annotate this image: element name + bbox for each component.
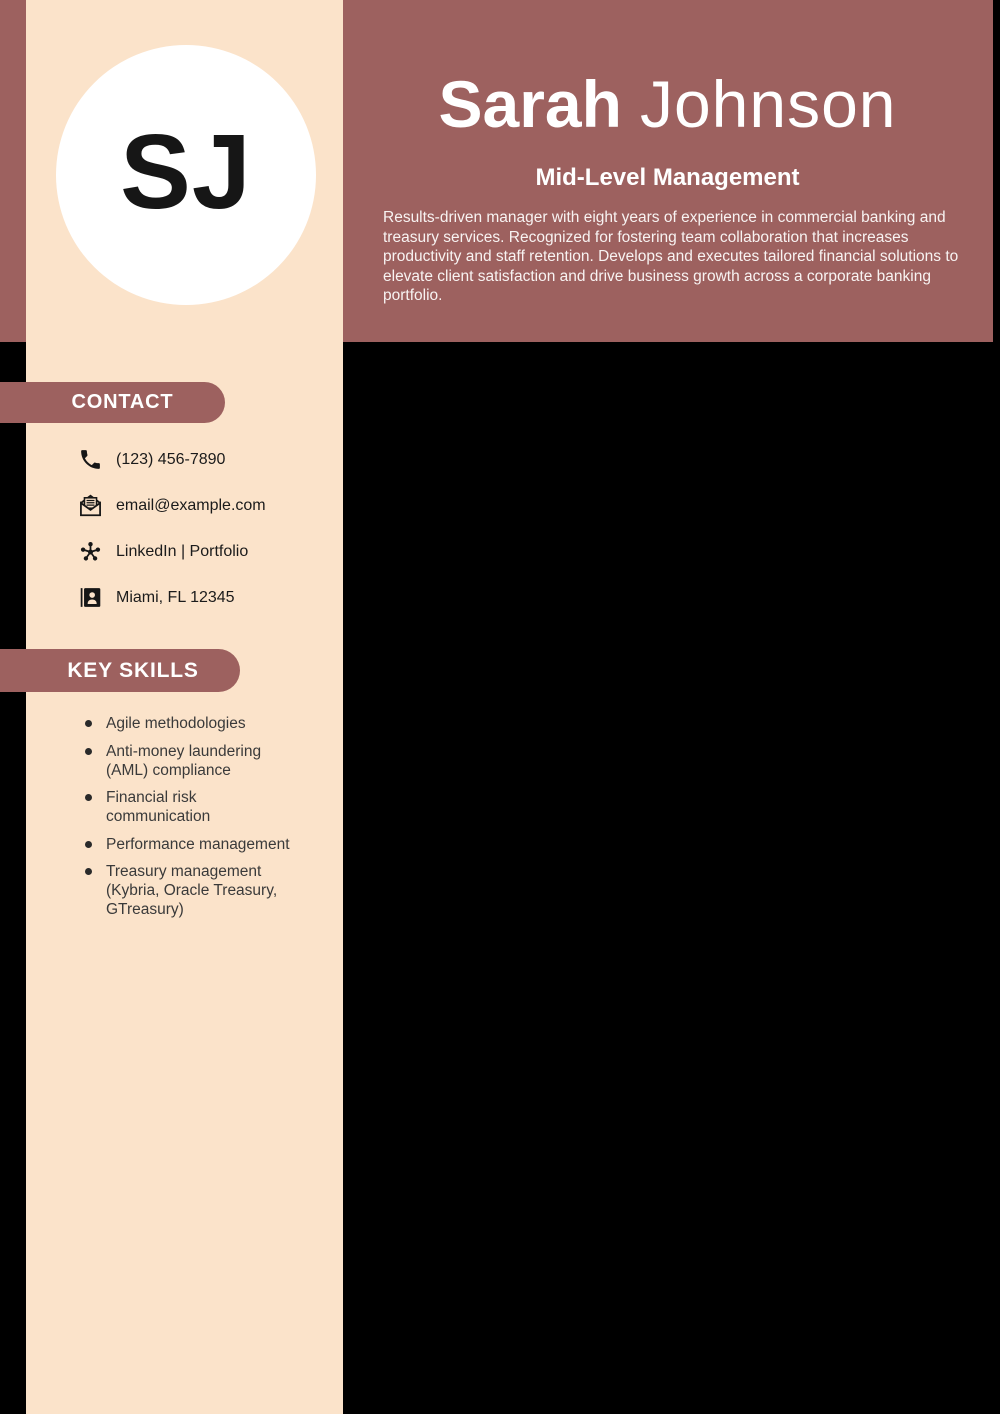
contact-item-location <box>78 585 266 610</box>
candidate-name <box>342 68 993 141</box>
location-value: Miami, FL 12345 <box>116 588 235 606</box>
skill-item: Performance management <box>85 835 301 854</box>
contact-item-email <box>78 493 266 518</box>
professional-summary: Results-driven manager with eight years of experience in commercial banking and treasury services. Recognized for fostering team collaboration that increases productivity and staff retention. Develops and executes tailored financial solutions to elevate client satisfaction and drive business growth across a corporate banking portfolio. <box>383 209 959 304</box>
location-card-icon <box>78 585 103 610</box>
skill-item: Anti-money laundering (AML) compliance <box>85 742 301 780</box>
phone-icon <box>78 447 103 472</box>
phone-value[interactable]: (123) 456-7890 <box>116 450 226 468</box>
header-content <box>342 0 993 342</box>
skill-item: Treasury management (Kybria, Oracle Treasury, GTreasury) <box>85 862 301 919</box>
skills-section-heading: KEY SKILLS <box>0 649 240 692</box>
email-value[interactable]: email@example.com <box>116 496 266 514</box>
skill-item: Financial risk communication <box>85 788 301 826</box>
avatar <box>56 45 316 305</box>
links-value[interactable]: LinkedIn | Portfolio <box>116 542 249 560</box>
contact-item-links <box>78 539 266 564</box>
skills-list <box>85 714 301 928</box>
last-name: Johnson <box>639 67 897 141</box>
job-title: Mid-Level Management <box>535 164 800 191</box>
contact-list <box>78 447 266 631</box>
first-name: Sarah <box>438 67 622 141</box>
avatar-initials: SJ <box>120 112 252 231</box>
skill-item: Agile methodologies <box>85 714 301 733</box>
contact-section-heading: CONTACT <box>0 382 225 423</box>
email-icon <box>78 493 103 518</box>
contact-item-phone <box>78 447 266 472</box>
network-icon <box>78 539 103 564</box>
